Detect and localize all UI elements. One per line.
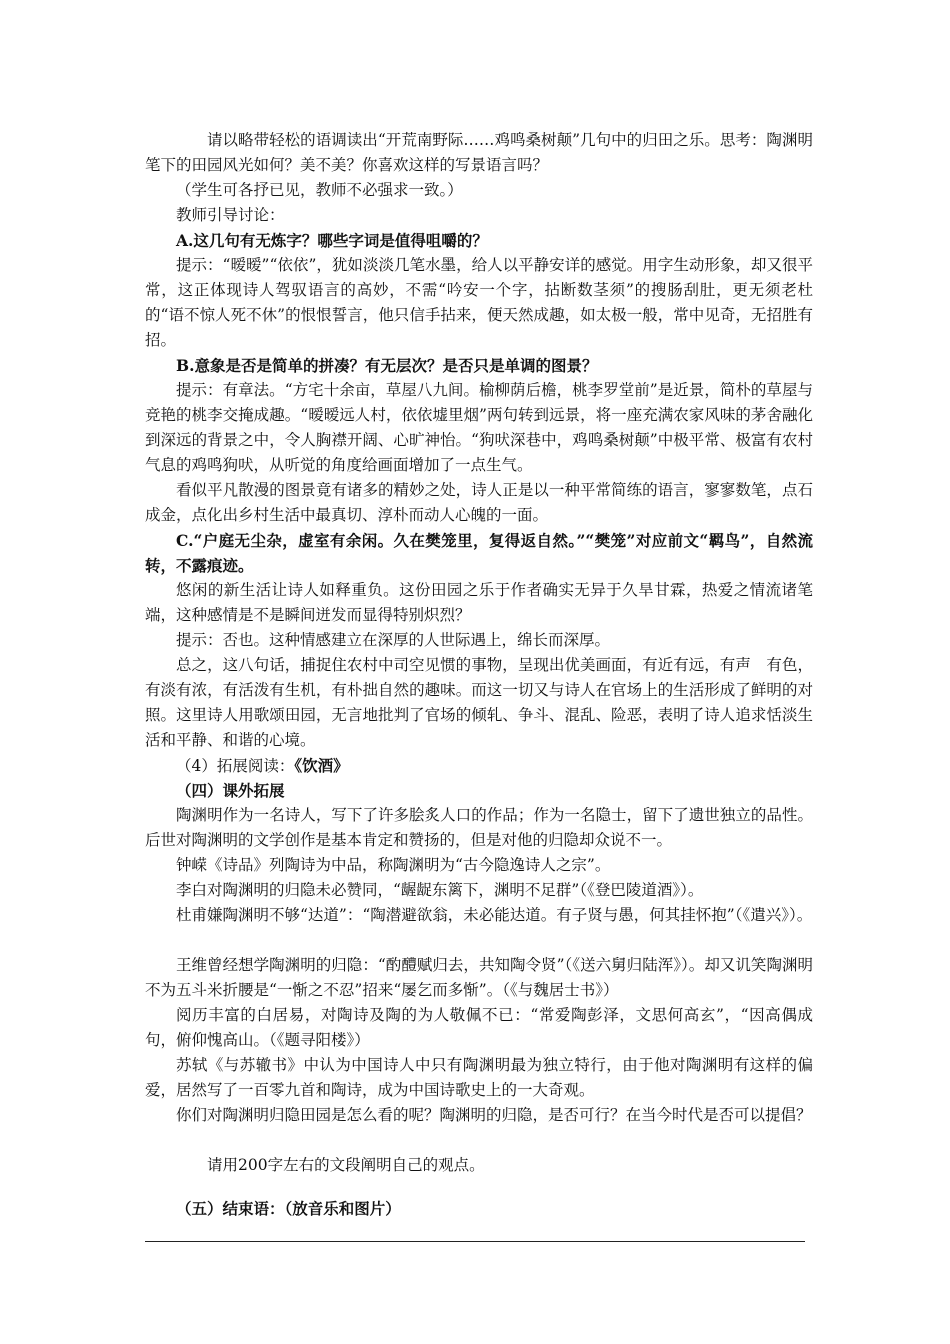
paragraph-bai-juyi: 阅历丰富的白居易，对陶诗及陶的为人敬佩不已：“常爱陶彭泽，文思何高玄”，“因高偶成句，俯仰愧高山。（《题寻阳楼》） — [145, 1006, 813, 1049]
extended-reading-title: 《饮酒》 — [294, 756, 349, 775]
section-heading-5: （五）结束语：（放音乐和图片） — [176, 1199, 401, 1218]
footer-divider — [145, 1241, 805, 1242]
paragraph-hint-a: 提示：“暧暧”“依依”，犹如淡淡几笔水墨，给人以平静安详的感觉。用字生动形象，却又很平常，这正体现诗人驾驭语言的高妙，不需“吟安一个字，拈断数茎须”的搜肠刮肚，更无须老杜的“语不惊人死不休”的恨恨誓言，他只信手拈来，便天然成趣，如太极一般，常中见奇，无招胜有招。 — [145, 256, 813, 349]
section-heading-4: （四）课外拓展 — [176, 781, 285, 800]
paragraph-student-note: （学生可各抒已见，教师不必强求一致。） — [176, 181, 463, 199]
paragraph-hint-c: 提示：否也。这种情感建立在深厚的人世际遇上，绵长而深厚。 — [176, 631, 611, 649]
paragraph-wang-wei: 王维曾经想学陶渊明的归隐：“酌醴赋归去，共知陶令贤”（《送六舅归陆浑》）。却又讥笑陶渊明不为五斗米折腰是“一惭之不忍”招来“屡乞而多惭”。（《与魏居士书》） — [145, 956, 813, 999]
paragraph-hint-b: 提示：有章法。“方宅十余亩，草屋八九间。榆柳荫后檐，桃李罗堂前”是近景，简朴的草屋与竞艳的桃李交掩成趣。“暧暧远人村，依依墟里烟”两句转到远景，将一座充满农家风味的茅舍融化到深远的背景之中，令人胸襟开阔、心旷神怡。“狗吠深巷中，鸡鸣桑树颠”中极平常、极富有农村气息的鸡鸣狗吠，从听觉的角度给画面增加了一点生气。 — [145, 381, 813, 474]
paragraph-reading-instruction: 请以略带轻松的语调读出“开荒南野际……鸡鸣桑树颠”几句中的归田之乐。思考：陶渊明笔下的田园风光如何？美不美？你喜欢这样的写景语言吗？ — [145, 131, 813, 174]
question-b: B.意象是否是简单的拼凑？有无层次？是否只是单调的图景？ — [176, 356, 598, 375]
paragraph-su-shi: 苏轼《与苏辙书》中认为中国诗人中只有陶渊明最为独立特行，由于他对陶渊明有这样的偏爱，居然写了一百零九首和陶诗，成为中国诗歌史上的一大奇观。 — [145, 1056, 813, 1099]
paragraph-writing-task: 请用200字左右的文段阐明自己的观点。 — [207, 1156, 485, 1174]
paragraph-li-bai: 李白对陶渊明的归隐未必赞同，“龌龊东篱下，渊明不足群”（《登巴陵道酒》）。 — [176, 881, 704, 899]
paragraph-zhong-rong: 钟嵘《诗品》列陶诗为中品，称陶渊明为“古今隐逸诗人之宗”。 — [176, 856, 611, 874]
paragraph-summary-b: 看似平凡散漫的图景竟有诸多的精妙之处，诗人正是以一种平常简练的语言，寥寥数笔，点石成金，点化出乡村生活中最真切、淳朴而动人心魄的一面。 — [145, 481, 813, 524]
paragraph-question-students: 你们对陶渊明归隐田园是怎么看的呢？陶渊明的归隐，是否可行？在当今时代是否可以提倡？ — [176, 1106, 812, 1124]
paragraph-du-fu: 杜甫嫌陶渊明不够“达道”：“陶潜避欲翁，未必能达道。有子贤与愚，何其挂怀抱”（《遣兴》）。 — [176, 906, 813, 924]
paragraph-extended-reading — [145, 753, 813, 779]
question-c: C.“户庭无尘杂，虚室有余闲。久在樊笼里，复得返自然。”“樊笼”对应前文“羁鸟”，自然流转，不露痕迹。 — [145, 531, 813, 575]
paragraph-teacher-discussion: 教师引导讨论： — [176, 206, 285, 224]
paragraph-conclusion: 总之，这八句话，捕捉住农村中司空见惯的事物，呈现出优美画面，有近有远，有声 有色，有淡有浓，有活泼有生机，有朴拙自然的趣味。而这一切又与诗人在官场上的生活形成了鲜明的对照。这里诗人用歌颂田园，无言地批判了官场的倾轧、争斗、混乱、险恶，表明了诗人追求恬淡生活和平静、和谐的心境。 — [145, 656, 813, 749]
paragraph-tao-intro: 陶渊明作为一名诗人，写下了许多脍炙人口的作品；作为一名隐士，留下了遗世独立的品性。后世对陶渊明的文学创作是基本肯定和赞扬的，但是对他的归隐却众说不一。 — [145, 806, 813, 849]
question-a: A.这几句有无炼字？哪些字词是值得咀嚼的？ — [176, 231, 488, 250]
extended-reading-label: （4）拓展阅读： — [176, 757, 295, 775]
paragraph-new-life: 悠闲的新生活让诗人如释重负。这份田园之乐于作者确实无异于久旱甘霖，热爱之情流诸笔端，这种感情是不是瞬间迸发而显得特别炽烈？ — [145, 581, 813, 624]
